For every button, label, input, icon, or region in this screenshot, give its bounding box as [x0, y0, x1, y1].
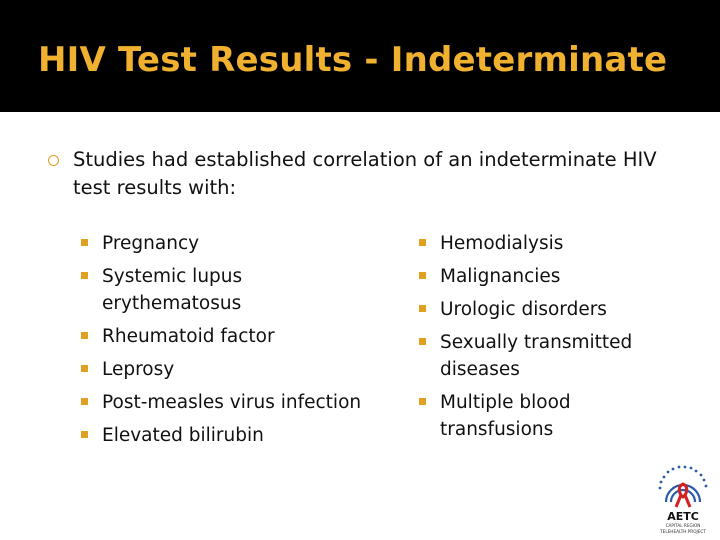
list-item-text: Rheumatoid factor: [102, 326, 275, 347]
square-bullet-icon: [81, 239, 88, 246]
list-item-text: Systemic lupus erythematosus: [102, 266, 243, 314]
list-item: [78, 263, 378, 317]
aetc-logo: [652, 462, 714, 536]
title-bar: [0, 0, 720, 112]
square-bullet-icon: [81, 431, 88, 438]
list-item-text: Pregnancy: [102, 233, 200, 254]
list-item-text: Hemodialysis: [440, 233, 564, 254]
right-list: [416, 230, 656, 449]
list-item: [78, 323, 378, 350]
intro-text: Studies had established correlation of an indeterminate HIV test results with:: [73, 148, 657, 199]
list-item: [78, 356, 378, 383]
list-item: [78, 230, 378, 257]
list-item: [416, 263, 656, 290]
logo-subtitle-1: CAPITAL REGION: [665, 523, 701, 528]
square-bullet-icon: [81, 332, 88, 339]
list-item-text: Multiple blood transfusions: [440, 392, 571, 440]
list-item: [416, 389, 656, 443]
square-bullet-icon: [419, 398, 426, 405]
list-item-text: Sexually transmitted diseases: [440, 332, 633, 380]
slide-title: HIV Test Results - Indeterminate: [38, 40, 668, 80]
square-bullet-icon: [81, 272, 88, 279]
ring-bullet-icon: [48, 155, 59, 166]
list-item-text: Malignancies: [440, 266, 561, 287]
list-item: [416, 296, 656, 323]
list-item-text: Urologic disorders: [440, 299, 607, 320]
logo-name: AETC: [667, 510, 699, 523]
logo-subtitle-2: TELEHEALTH PROJECT: [660, 529, 706, 534]
left-list: [78, 230, 378, 455]
list-item: [78, 389, 378, 416]
list-item-text: Elevated bilirubin: [102, 425, 264, 446]
square-bullet-icon: [419, 338, 426, 345]
square-bullet-icon: [419, 239, 426, 246]
square-bullet-icon: [81, 365, 88, 372]
list-item: [416, 329, 656, 383]
square-bullet-icon: [419, 305, 426, 312]
list-item-text: Post-measles virus infection: [102, 392, 362, 413]
list-item: [416, 230, 656, 257]
list-item-text: Leprosy: [102, 359, 175, 380]
list-item: [78, 422, 378, 449]
square-bullet-icon: [81, 398, 88, 405]
square-bullet-icon: [419, 272, 426, 279]
